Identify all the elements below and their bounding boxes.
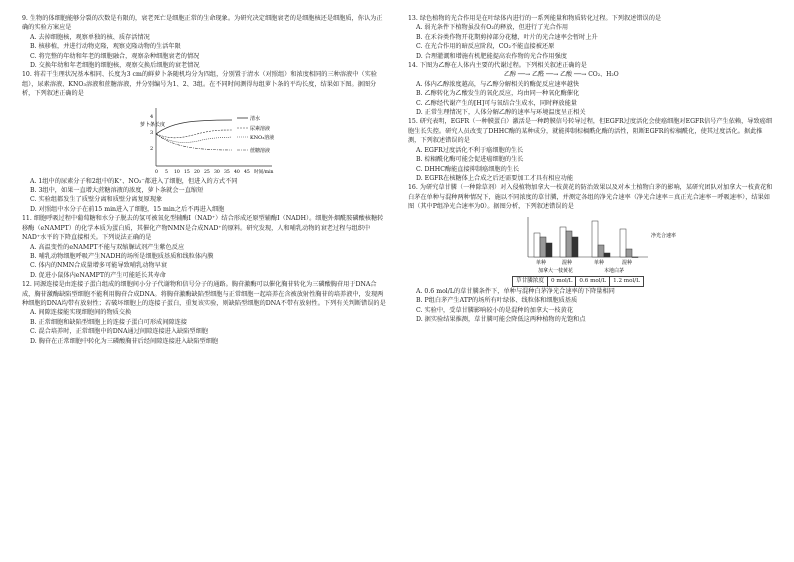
bar	[534, 233, 540, 257]
option-a: A. 0.6 mol/L的草甘膦条件下，单种与混种白茅净光合速率的下降量相同	[416, 287, 615, 295]
legend-label: 蔗糖溶液	[250, 147, 271, 154]
option-b: B. 棕榈酰化酶可能会促进癌细胞的生长	[416, 156, 524, 164]
bar	[632, 257, 638, 258]
option-c: C. 实验组都发生了质壁分离和质壁分离复原现象	[30, 196, 163, 204]
option-b: B. 正常细胞和缺陷型细胞上的连接子蛋白可形成间隙连接	[30, 318, 187, 326]
y-axis-label: 萝卜条长度	[140, 121, 166, 128]
question-stem: 11. 细胞呼吸过程中葡萄糖和水分子脱去的氢可被氧化型辅酶Ⅰ（NAD⁺）结合形成还原型辅酶Ⅰ（NADH）。细胞外烟酰胺磷酸核糖转移酶（eNAMPT）的化学本质为蛋白质，其催化产物NMN是合成NAD⁺的原料。研究发现，人和哺乳动物的衰老过程与组织中NAD⁺水平的下降直接相关。下列说法正确的是	[22, 215, 384, 242]
x-tick: 45	[244, 169, 250, 175]
question-10	[22, 70, 388, 214]
option-c: C. 乙醇经代谢产生的[H]可与氧结合生成水，同时释放能量	[416, 99, 577, 107]
question-11	[22, 214, 388, 280]
x-tick: 25	[204, 169, 210, 175]
right-column	[408, 14, 774, 325]
question-9	[22, 14, 388, 70]
option-c: C. 将完整的年幼和年老的细胞融合，观察杂种细胞衰老的情况	[30, 52, 200, 60]
curve-water	[156, 120, 232, 134]
x-tick: 20	[194, 169, 200, 175]
option-c: C. 体内的NMN合成量增多可能导致哺乳动物早衰	[30, 262, 167, 270]
option-d: D. 对照组中水分子在前15 min进入了细胞，15 min之后不再进入细胞	[30, 205, 225, 213]
question-stem: 15. 研究表明，EGFR（一种膜蛋白）激活是一种跨膜信号转导过程，但EGFR过度活化会使癌细胞对EGFR信号产生依赖，导致癌细胞生长失控。研究人员改变了DHHC酶的某种成分，就能抑制棕榈酰化酶的活性，阻断EGFR的棕榈酰化，使其过度活化。据此推测，下列叙述错误的是	[408, 118, 773, 145]
question-14	[408, 61, 774, 117]
question-stem: 16. 为研究草甘膦（一种除草剂）对入侵植物加拿大一枝黄花的防治效果以及对本土植物白茅的影响，某研究团队对加拿大一枝黄花和白茅在单种与混种两种情况下，施以不同浓度的草甘膦，并测定各组的净光合速率（净光合速率＝真正光合速率－呼吸速率），结果如图（其中P组净光合速率为0）。据图分析，下列叙述错误的是	[408, 184, 773, 211]
option-c: C. 在光合作用的暗反应阶段，CO₂不能直接被还原	[416, 43, 555, 51]
x-tick: 35	[224, 169, 230, 175]
option-a: A. 体内乙醇浓度越高，与乙醇分解相关的酶促反应速率越快	[416, 80, 580, 88]
option-d: D. 合理灌溉和增施有机肥能提高农作物的光合作用强度	[416, 52, 567, 60]
ethanol-metabolism-flow: 乙醇 ──→ 乙醛 ──→ 乙酸 ──→ CO₂、H₂O	[504, 71, 619, 79]
question-16	[408, 183, 774, 324]
option-a: A. 去掉细胞核，观察单独的核、质存活情况	[30, 33, 150, 41]
group-label: 混种	[562, 259, 573, 266]
table-cell: 0.6 mol/L	[576, 276, 610, 286]
species-label: 加拿大一枝黄花	[538, 267, 574, 274]
table-cell: 0 mol/L	[547, 276, 575, 286]
x-tick: 15	[184, 169, 190, 175]
option-d: D. 交换年幼和年老细胞的细胞核，观察交换后细胞的衰老情况	[30, 62, 200, 70]
option-d: D. 正常生理情况下，人体分解乙醇的速率与环境温度呈正相关	[416, 109, 586, 117]
option-b: B. 核移植，并进行动物克隆，观察克隆动物的生活年限	[30, 43, 181, 51]
x-tick: 40	[234, 169, 240, 175]
y-tick: 4	[150, 113, 154, 120]
bar	[572, 237, 578, 257]
option-b: B. 3组中，如果一直增大蔗糖溶液的浓度，萝卜条就会一直缩短	[30, 187, 204, 195]
question-13	[408, 14, 774, 61]
curve-urea	[156, 130, 232, 138]
option-d: D. EGFR在核糖体上合成之后还需要加工才具有相应功能	[416, 174, 574, 182]
bar	[592, 221, 598, 257]
x-axis-unit: 时间/min	[254, 169, 274, 175]
question-15	[408, 117, 774, 183]
question-12	[22, 280, 388, 346]
question-stem: 9. 生物的体细胞能够分裂的次数是有限的，衰老死亡是细胞正常的生命现象。为研究决定细胞衰老的是细胞核还是细胞质，你认为正确的实验方案应是	[22, 15, 383, 32]
option-a: A. 间隙连接能实现细胞间的物质交换	[30, 309, 132, 317]
legend-label: KNO₃溶液	[250, 134, 275, 141]
curve-kno3	[156, 134, 232, 142]
option-a: A. EGFR过度活化不利于癌细胞的生长	[416, 146, 524, 154]
option-b: B. P组白茅产生ATP的场所有叶绿体、线粒体和细胞质基质	[416, 297, 578, 305]
x-tick: 30	[214, 169, 220, 175]
option-c: C. DHHC酶能直接抑制癌细胞的生长	[416, 165, 520, 173]
option-d: D. 胸苷在正常细胞中转化为三磷酸胸苷后经间隙连接进入缺陷型细胞	[30, 337, 219, 345]
bar	[626, 249, 632, 257]
option-b: B. 在禾谷类作物开花期剪掉部分花穗，叶片的光合速率会暂时上升	[416, 33, 598, 41]
legend-label: 清水	[250, 115, 261, 122]
curve-sucrose	[156, 134, 232, 150]
x-tick: 5	[165, 169, 168, 175]
group-label: 混种	[622, 259, 633, 266]
q16-bar-graph	[408, 213, 774, 275]
option-d: D. 据实验结果推测，草甘膦可能会降低这两种植物的光饱和点	[416, 316, 586, 324]
bar	[546, 243, 552, 257]
option-d: D. 促进小鼠体内eNAMPT的产生可能延长其寿命	[30, 271, 166, 279]
y-tick: 2	[150, 145, 154, 152]
q10-line-graph	[22, 100, 388, 176]
table-cell: 1.2 mol/L	[610, 276, 644, 286]
y-axis-label: 净光合速率	[651, 232, 677, 239]
option-b: B. 哺乳动物细胞呼吸产生NADH的场所是细胞质基质和线粒体内膜	[30, 252, 214, 260]
group-label: 单种	[594, 259, 605, 266]
question-stem: 10. 将若干生理状况基本相同、长度为3 cm的鲜萝卜条随机均分为四组，分别置于清水（对照组）和浓度相同的三种溶液中（实验组），尿素溶液、KNO₃溶液和蔗糖溶液，并分别编号为1、2、3组。在不同时间测得每组萝卜条的平均长度，结果如下图。据图分析，下列叙述正确的是	[22, 71, 377, 98]
bar	[598, 245, 604, 257]
option-b: B. 乙醇转化为乙酸发生的氧化反应，均由同一种氧化酶催化	[416, 90, 580, 98]
bar	[540, 237, 546, 257]
left-column	[22, 14, 388, 346]
y-tick: 3	[150, 129, 154, 136]
species-label: 本地白茅	[604, 267, 625, 274]
q10-figure	[22, 100, 388, 176]
q16-figure	[408, 213, 774, 275]
option-c: C. 混合培养时，正常细胞中的DNA通过间隙连接进入缺陷型细胞	[30, 328, 208, 336]
option-c: C. 实验中，受草甘膦影响较小的是混种的加拿大一枝黄花	[416, 306, 573, 314]
option-a: A. 弱光条件下植物虽没有O₂的释放，但进行了光合作用	[416, 24, 569, 32]
option-a: A. 1组中的尿素分子和2组中的K⁺、NO₃⁻都进入了细胞，但进入的方式不同	[30, 177, 238, 185]
bar	[604, 253, 610, 257]
question-stem: 14. 下图为乙醇在人体内主要的代谢过程。下列相关叙述正确的是	[408, 62, 587, 70]
question-stem: 12. 同源连接是由连接子蛋白组成的细胞间小分子代谢物和信号分子的通路。胸苷激酶可以催化胸苷转化为三磷酸胸苷用于DNA合成，胸苷激酶缺陷型细胞不能利用胸苷合成DNA。将胸苷激酶缺陷型细胞与正常细胞一起培养在含被放射性胸苷的培养液中，发现两种细胞的DNA均带有放射性；若破坏细胞上的连接子蛋白，重复该实验，则缺陷型细胞的DNA不带有放射性。下列有关判断错误的是	[22, 281, 386, 307]
bar	[566, 231, 572, 257]
q16-legend-table	[512, 276, 644, 287]
x-tick: 0	[155, 169, 158, 175]
legend-label: 尿素溶液	[250, 125, 271, 132]
option-a: A. 高温变性的eNAMPT不能与双缩脲试剂产生紫色反应	[30, 243, 185, 251]
question-stem: 13. 绿色植物的光合作用是在叶绿体内进行的一系列能量和物质转化过程。下列叙述错误的是	[408, 15, 662, 22]
bar	[620, 229, 626, 257]
table-cell: 草甘膦浓度	[513, 276, 548, 286]
x-tick: 10	[174, 169, 180, 175]
bar	[560, 227, 566, 257]
group-label: 单种	[536, 259, 547, 266]
